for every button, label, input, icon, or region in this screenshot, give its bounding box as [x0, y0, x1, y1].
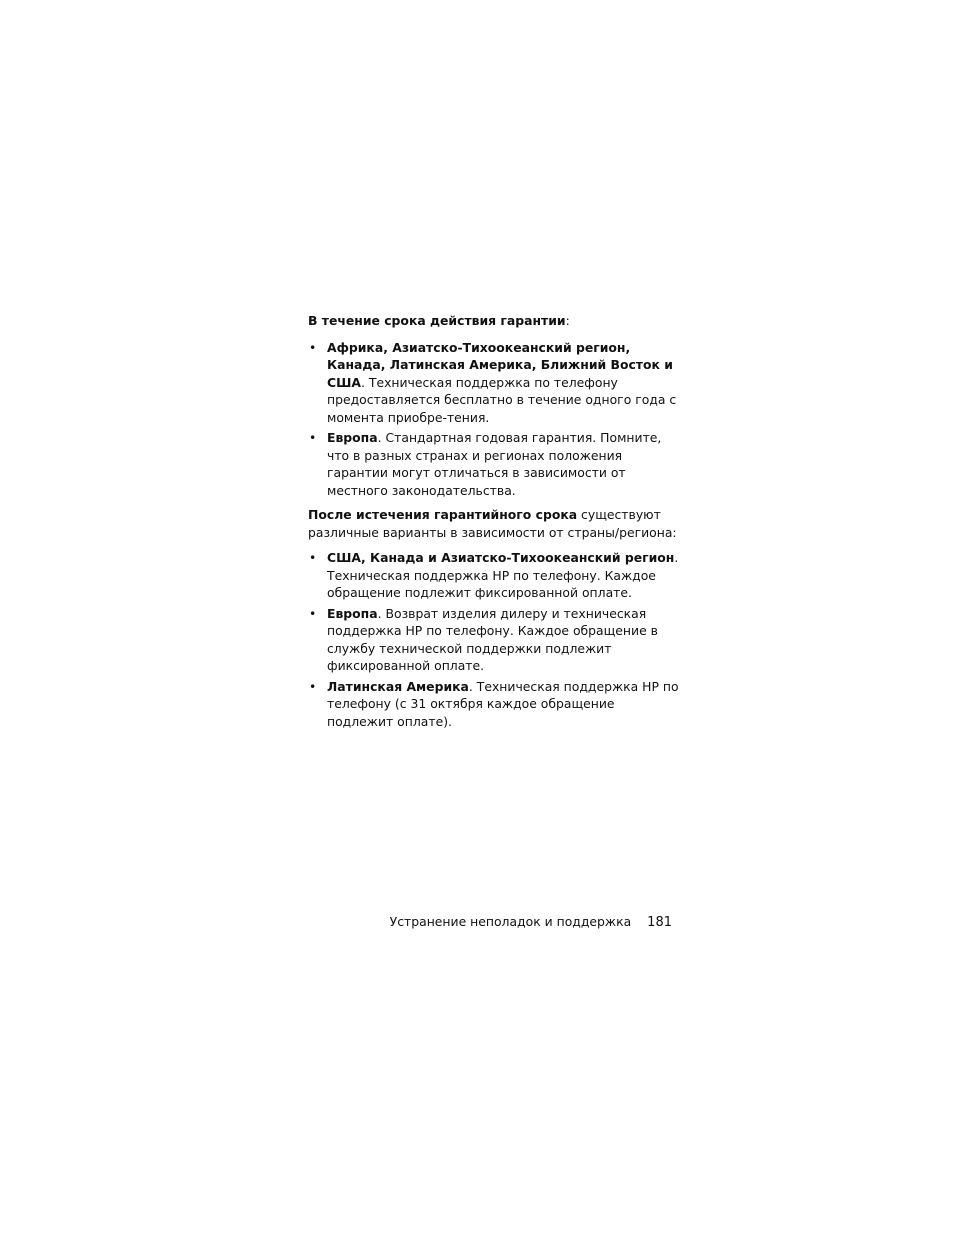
heading-bold: В течение срока действия гарантии	[308, 313, 566, 328]
bullet-icon: •	[309, 550, 317, 565]
heading-bold: После истечения гарантийного срока	[308, 507, 578, 522]
item-text: . Стандартная годовая гарантия. Помните, что в разных странах и регионах положения гарантии могут отличаться в зависимости от местного законодательства.	[327, 430, 662, 498]
list-item	[308, 678, 680, 731]
bullet-icon: •	[309, 430, 317, 445]
item-region: Латинская Америка	[327, 678, 469, 694]
heading-rest: существуют различные варианты в зависимости от страны/региона:	[308, 507, 677, 540]
list-item	[308, 549, 680, 602]
item-region: Европа	[327, 430, 378, 445]
page-body	[308, 312, 680, 733]
list-item	[308, 429, 680, 499]
warranty-period-heading	[308, 312, 680, 330]
page-footer	[300, 913, 672, 931]
item-region: Европа	[327, 605, 378, 621]
footer-section-title: Устранение неполадок и поддержка	[389, 914, 632, 929]
bullet-icon: •	[309, 605, 317, 621]
bullet-icon: •	[309, 339, 317, 355]
item-text: . Техническая поддержка по телефону предоставляется бесплатно в течение одного года с момента приобре-тения.	[327, 374, 677, 425]
heading-rest: :	[565, 313, 570, 328]
item-region: США, Канада и Азиатско-Тихоокеанский регион	[327, 550, 675, 565]
post-warranty-list	[308, 549, 680, 730]
list-item	[308, 339, 680, 427]
item-text: . Возврат изделия дилеру и техническая поддержка HP по телефону. Каждое обращение в службу технической поддержки подлежит фиксированной оплате.	[327, 605, 658, 673]
warranty-period-list	[308, 339, 680, 500]
item-text: . Техническая поддержка HP по телефону. Каждое обращение подлежит фиксированной оплате.	[327, 550, 679, 600]
post-warranty-heading	[308, 506, 680, 541]
page-number: 181	[647, 915, 672, 930]
list-item	[308, 605, 680, 675]
item-text: . Техническая поддержка HP по телефону (с 31 октября каждое обращение подлежит оплате).	[327, 678, 679, 729]
item-region: Африка, Азиатско-Тихоокеанский регион, Канада, Латинская Америка, Ближний Восток и США	[327, 339, 673, 390]
bullet-icon: •	[309, 678, 317, 694]
